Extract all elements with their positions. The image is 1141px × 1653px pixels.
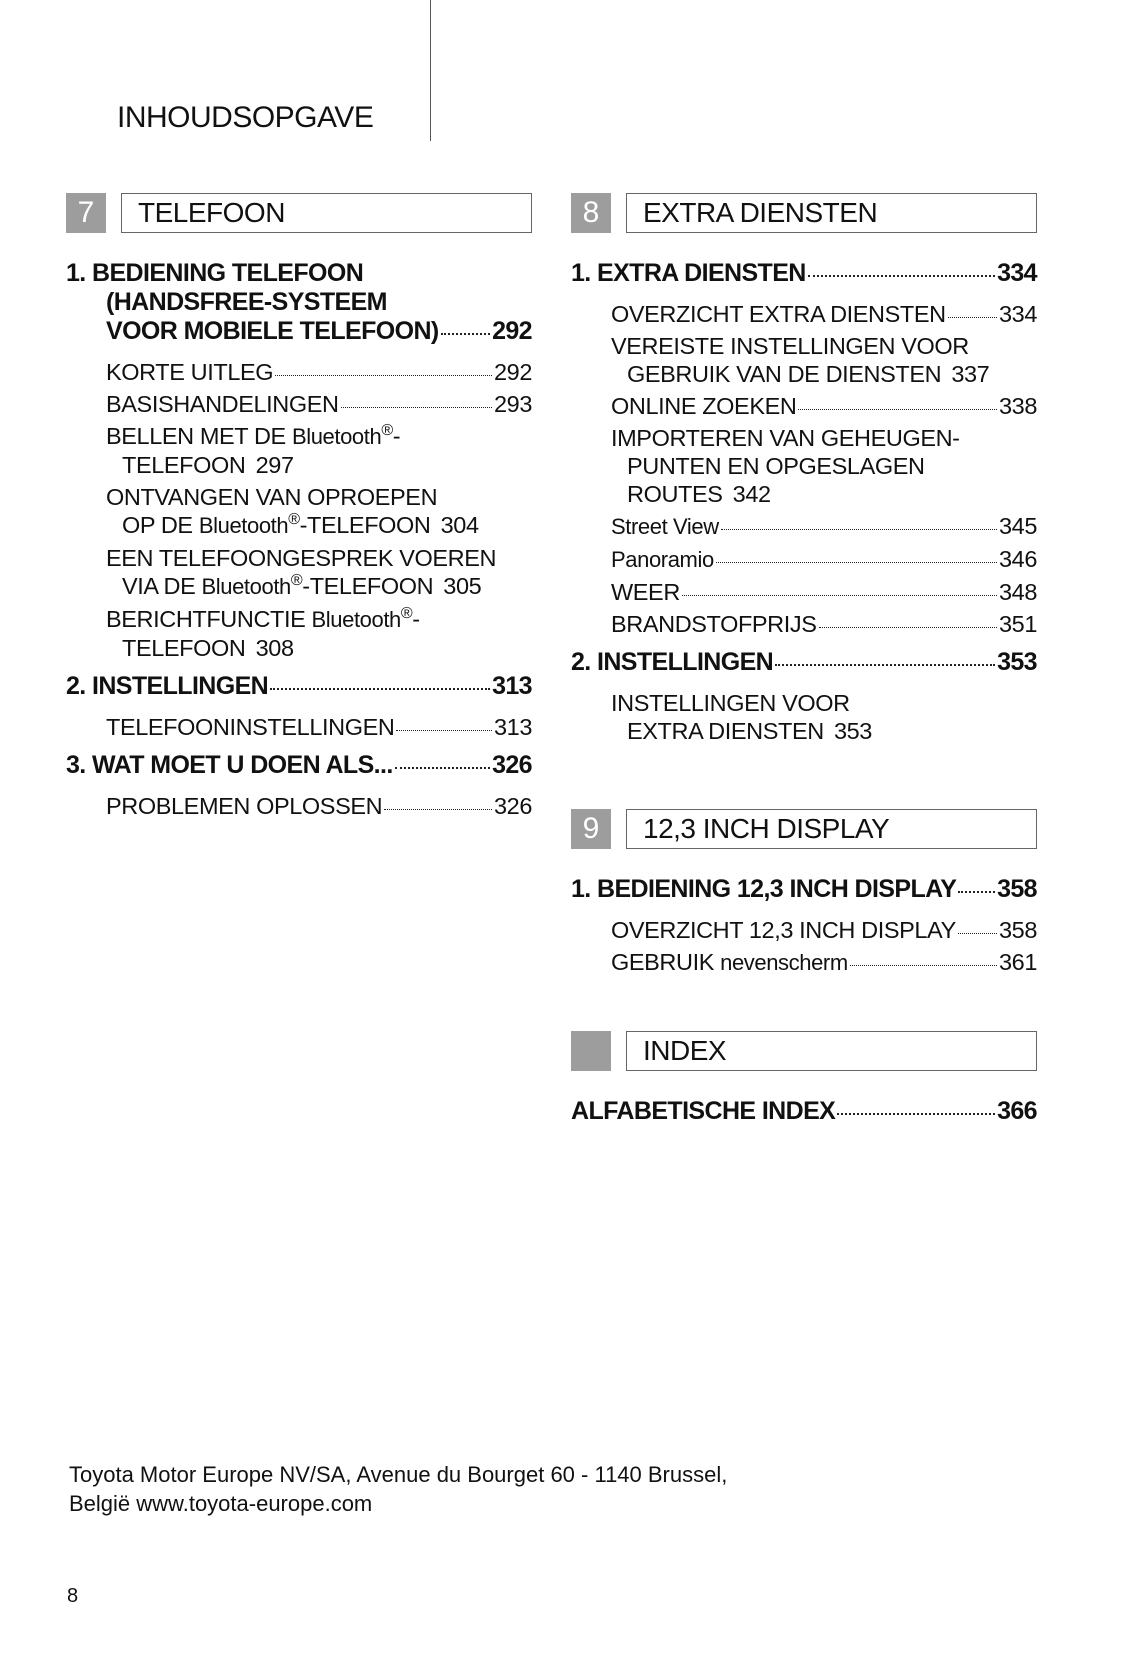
entry-text: Bluetooth [291,424,382,449]
entry-text: PUNTEN EN OPGESLAGEN [627,453,925,479]
entry-line: 1. BEDIENING TELEFOON [66,259,364,287]
toc-entry-online-zoeken[interactable] [611,392,1037,420]
toc-entry-importeren-geheugenpunten[interactable] [611,424,1037,508]
dot-leader [775,664,995,666]
entry-text: - [392,423,401,449]
toc-entry-instellingen-voor-extra[interactable] [611,689,1037,745]
dot-leader [958,891,995,893]
toc-entry-instellingen-extra[interactable] [571,648,1037,677]
page-ref: 361 [998,949,1037,975]
entry-text: -TELEFOON [299,512,431,538]
entry-text: GEBRUIK VAN DE DIENSTEN [627,361,942,387]
page-number: 8 [67,1585,79,1607]
dot-leader [837,1113,995,1115]
section-display [571,809,1037,981]
section-title[interactable]: INDEX [626,1031,1037,1071]
entry-text: EXTRA DIENSTEN [627,718,824,744]
entry-text: OVERZICHT EXTRA DIENSTEN [611,301,946,327]
page-ref: 326 [492,751,532,779]
entry-text: TELEFOONINSTELLINGEN [106,714,395,740]
toc-entry-telefoongesprek-voeren[interactable] [106,544,532,601]
toc-entry-gebruik-nevenscherm[interactable] [611,948,1037,977]
registered-mark: ® [400,605,413,623]
entry-text: EEN TELEFOONGESPREK VOEREN [106,545,497,571]
entry-text: VIA DE [122,573,202,599]
toc-entry-wat-moet-u-doen[interactable] [66,751,532,780]
dot-leader [819,627,997,628]
footer-line: Toyota Motor Europe NV/SA, Avenue du Bourget 60 - 1140 Brussel, [69,1462,728,1487]
section-telefoon [66,193,532,824]
toc-entry-panoramio[interactable] [611,545,1037,574]
page-ref: 297 [255,452,294,478]
page-ref: 353 [997,648,1037,676]
entry-text: INSTELLINGEN VOOR [611,690,850,716]
page-ref: 334 [998,301,1037,327]
registered-mark: ® [290,572,303,590]
entry-text: 3. WAT MOET U DOEN ALS... [66,751,393,779]
page-ref: 308 [255,635,294,661]
entry-text: GEBRUIK [611,949,721,975]
page-title: INHOUDSOPGAVE [117,101,374,134]
section-index [571,1031,1037,1138]
toc-entry-overzicht-display[interactable] [611,916,1037,944]
entry-text: 1. EXTRA DIENSTEN [571,259,806,287]
toc-entry-bediening-display[interactable] [571,875,1037,904]
section-number: 9 [571,809,611,849]
dot-leader [721,529,997,530]
page-ref: 358 [998,917,1037,943]
entry-text: nevenscherm [720,950,848,975]
entry-text: Street View [611,514,719,539]
toc-entry-overzicht-extra-diensten[interactable] [611,300,1037,328]
dot-leader [395,767,490,769]
toc-entry-alfabetische-index[interactable] [571,1097,1037,1126]
toc-entry-problemen-oplossen[interactable] [106,792,532,820]
toc-entry-bellen-met[interactable] [106,422,532,479]
toc-entry-weer[interactable] [611,578,1037,606]
dot-leader [798,409,997,410]
entry-text: ONLINE ZOEKEN [611,393,797,419]
entry-text: -TELEFOON [302,573,434,599]
dot-leader [716,562,997,563]
entry-text: Panoramio [611,547,714,572]
entry-text: BASISHANDELINGEN [106,391,339,417]
entry-text: WEER [611,579,680,605]
entry-line: VOOR MOBIELE TELEFOON) [106,317,439,345]
entry-text: Bluetooth [198,513,289,538]
registered-mark: ® [288,511,300,529]
page-ref: 292 [493,359,532,385]
entry-text: 2. INSTELLINGEN [66,672,269,700]
toc-entry-instellingen[interactable] [66,672,532,701]
section-number: 8 [571,193,611,233]
page-ref: 337 [951,361,990,387]
header-divider [430,0,431,141]
entry-text: ONTVANGEN VAN OPROEPEN [106,484,438,510]
dot-leader [275,375,492,376]
dot-leader [948,317,997,318]
page-ref: 345 [998,513,1037,539]
entry-text: BERICHTFUNCTIE [106,606,312,632]
section-header [571,809,1037,849]
page-ref: 338 [998,393,1037,419]
entry-text: IMPORTEREN VAN GEHEUGEN- [611,425,960,451]
toc-entry-basishandelingen[interactable] [106,390,532,418]
section-title[interactable]: EXTRA DIENSTEN [626,193,1037,233]
dot-leader [682,595,997,596]
dot-leader [441,333,490,335]
page-ref: 293 [493,391,532,417]
page-ref: 348 [998,579,1037,605]
page-ref: 358 [997,875,1037,903]
page-ref: 351 [998,611,1037,637]
entry-text: BRANDSTOFPRIJS [611,611,817,637]
toc-entry-brandstofprijs[interactable] [611,610,1037,638]
entry-text: ALFABETISCHE INDEX [571,1097,836,1125]
dot-leader [958,933,997,934]
entry-line: (HANDSFREE-SYSTEEM [106,288,387,316]
section-number: 7 [66,193,106,233]
section-title[interactable]: 12,3 INCH DISPLAY [626,809,1037,849]
entry-text: TELEFOON [122,452,246,478]
entry-text: VEREISTE INSTELLINGEN VOOR [611,333,969,359]
section-header [571,193,1037,233]
dot-leader [850,965,997,966]
page-ref: 292 [492,317,532,345]
toc-entry-telefooninstellingen[interactable] [106,713,532,741]
page-ref: 313 [492,672,532,700]
page-ref: 313 [493,714,532,740]
page-ref: 334 [997,259,1037,287]
toc-entry-ontvangen-oproepen[interactable] [106,483,532,540]
toc-entry-korte-uitleg[interactable] [106,358,532,386]
entry-text: KORTE UITLEG [106,359,274,385]
toc-entry-vereiste-instellingen[interactable] [611,332,1037,388]
page-ref: 342 [732,481,771,507]
entry-text: Bluetooth [201,574,291,599]
registered-mark: ® [381,422,393,440]
dot-leader [341,407,492,408]
entry-text: - [412,606,420,632]
toc-entry-extra-diensten[interactable] [571,259,1037,288]
footer-line: België www.toyota-europe.com [69,1491,373,1516]
entry-text: TELEFOON [122,635,246,661]
entry-text: BELLEN MET DE [106,423,292,449]
publisher-address [69,1460,727,1518]
toc-entry-bediening-telefoon[interactable] [66,259,532,346]
dot-leader [808,275,995,277]
entry-text: 1. BEDIENING 12,3 INCH DISPLAY [571,875,957,903]
page-ref: 304 [440,512,479,538]
entry-text: PROBLEMEN OPLOSSEN [106,793,383,819]
section-title[interactable]: TELEFOON [121,193,532,233]
entry-text: Bluetooth [311,607,401,632]
page-ref: 305 [443,573,482,599]
page-ref: 346 [998,546,1037,572]
section-header [66,193,532,233]
page-ref: 353 [833,718,872,744]
section-number-blank [571,1031,611,1071]
entry-text: 2. INSTELLINGEN [571,648,774,676]
toc-entry-berichtfunctie[interactable] [106,605,532,662]
section-header [571,1031,1037,1071]
page-ref: 366 [997,1097,1037,1125]
section-extra-diensten [571,193,1037,749]
entry-text: ROUTES [627,481,723,507]
dot-leader [270,688,490,690]
entry-text: OP DE [122,512,199,538]
page-ref: 326 [493,793,532,819]
dot-leader [384,809,492,810]
toc-entry-street-view[interactable] [611,512,1037,541]
entry-text: OVERZICHT 12,3 INCH DISPLAY [611,917,956,943]
dot-leader [396,730,492,731]
